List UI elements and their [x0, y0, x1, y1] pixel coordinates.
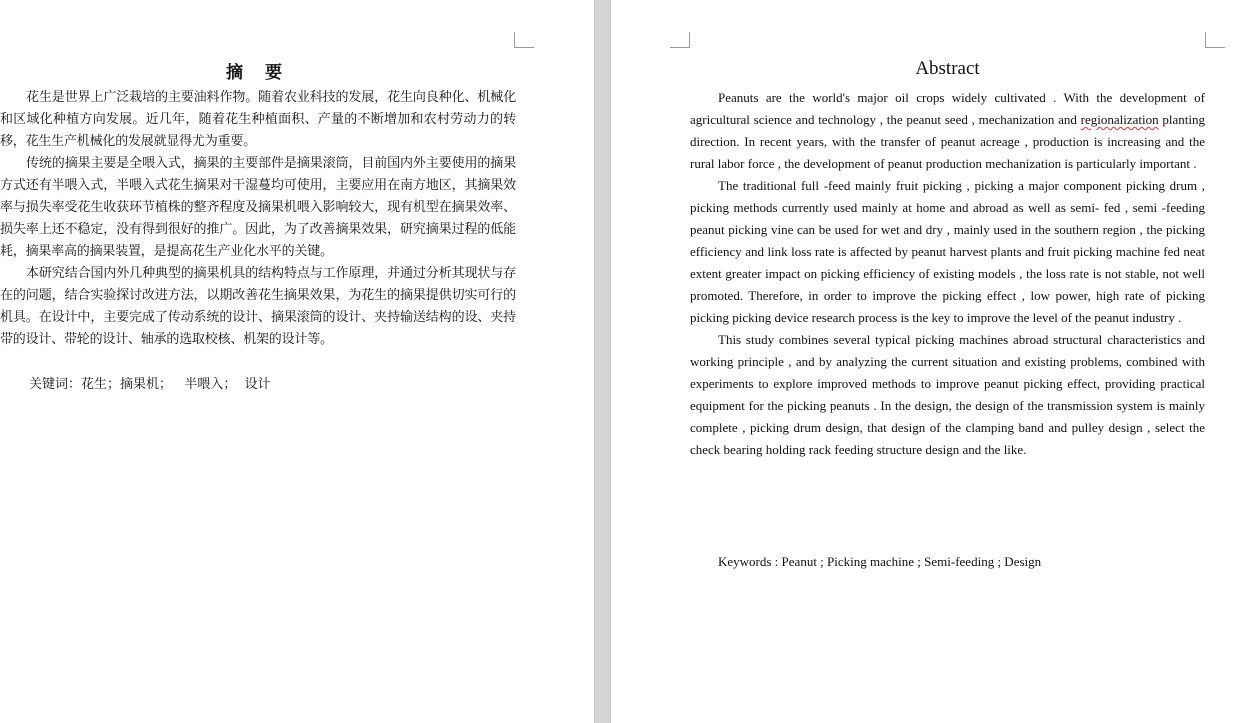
chinese-paragraph-2: 传统的摘果主要是全喂入式，摘果的主要部件是摘果滚筒，目前国内外主要使用的摘果方式还有半喂入式，半喂入式花生摘果对干湿蔓均可使用，主要应用在南方地区，其摘果效率与损失率受花生收获环节植株的整齐程度及摘果机喂入影响较大，现有机型在摘果效率、损失率上还不稳定，没有得到很好的推广。因此，为了改善摘果效果，研究摘果过程的低能耗，摘果率高的摘果装置，是提高花生产业化水平的关键。 — [0, 156, 516, 259]
chinese-abstract-body[interactable] — [0, 87, 516, 351]
english-abstract-body[interactable] — [690, 87, 1205, 461]
english-paragraph-2: The traditional full -feed mainly fruit picking , picking a major component picking drum , picking methods currently used mainly at home and abroad as well as semi- fed , semi -feeding peanut picking vine can be used for wet and dry , mainly used in the southern region , the picking efficiency and link loss rate is affected by peanut harvest plants and fruit picking machine fed neat extent greater impact on picking efficiency of existing models , the loss rate is not stable, not well promoted. Therefore, in order to improve the picking effect , low power, high rate of picking picking picking device research process is the key to improve the level of the peanut industry . — [690, 178, 1205, 325]
chinese-keywords: 关键词：花生；摘果机； 半喂入； 设计 — [29, 377, 271, 392]
chinese-paragraph-3: 本研究结合国内外几种典型的摘果机具的结构特点与工作原理，并通过分析其现状与存在的问题，结合实验探讨改进方法，以期改善花生摘果效果，为花生的摘果提供切实可行的机具。在设计中，主要完成了传动系统的设计、摘果滚筒的设计、夹持输送结构的设、夹持带的设计、带轮的设计、轴承的选取校核、机架的设计等。 — [0, 266, 516, 347]
corner-crop-mark — [1205, 32, 1225, 48]
document-page-english-abstract[interactable] — [611, 0, 1258, 723]
paragraph-text: Peanuts are the world's major oil crops widely cultivated . With the development of agricultural science and technology , the peanut seed , mechanization and — [690, 90, 1205, 127]
corner-crop-mark — [670, 32, 690, 48]
english-abstract-title: Abstract — [915, 58, 980, 79]
english-keywords: Keywords : Peanut ; Picking machine ; Semi-feeding ; Design — [718, 554, 1042, 569]
chinese-abstract-title: 摘 要 — [226, 63, 290, 83]
page-gap — [594, 0, 611, 723]
paragraph-text: planting direction. In recent years, with the transfer of peanut acreage , production is increasing and the rural labor force , the development of peanut production mechanization is particularly important . — [690, 112, 1205, 171]
english-paragraph-1 — [690, 87, 1205, 175]
chinese-paragraph-1: 花生是世界上广泛栽培的主要油料作物。随着农业科技的发展，花生向良种化、机械化和区域化种植方向发展。近几年，随着花生种植面积、产量的不断增加和农村劳动力的转移，花生生产机械化的发展就显得尤为重要。 — [0, 90, 516, 149]
spellcheck-flagged-word[interactable]: regionalization — [1080, 112, 1159, 127]
document-page-chinese-abstract[interactable] — [0, 0, 594, 723]
english-paragraph-3: This study combines several typical picking machines abroad structural characteristics and working principle , and by analyzing the current situation and existing problems, combined with experiments to explore improved methods to improve peanut picking effect, providing practical equipment for the picking peanuts . In the design, the design of the transmission system is mainly complete , picking drum design, that design of the clamping band and pulley design , select the check bearing holding rack feeding structure design and the like. — [690, 332, 1205, 457]
corner-crop-mark — [514, 32, 534, 48]
